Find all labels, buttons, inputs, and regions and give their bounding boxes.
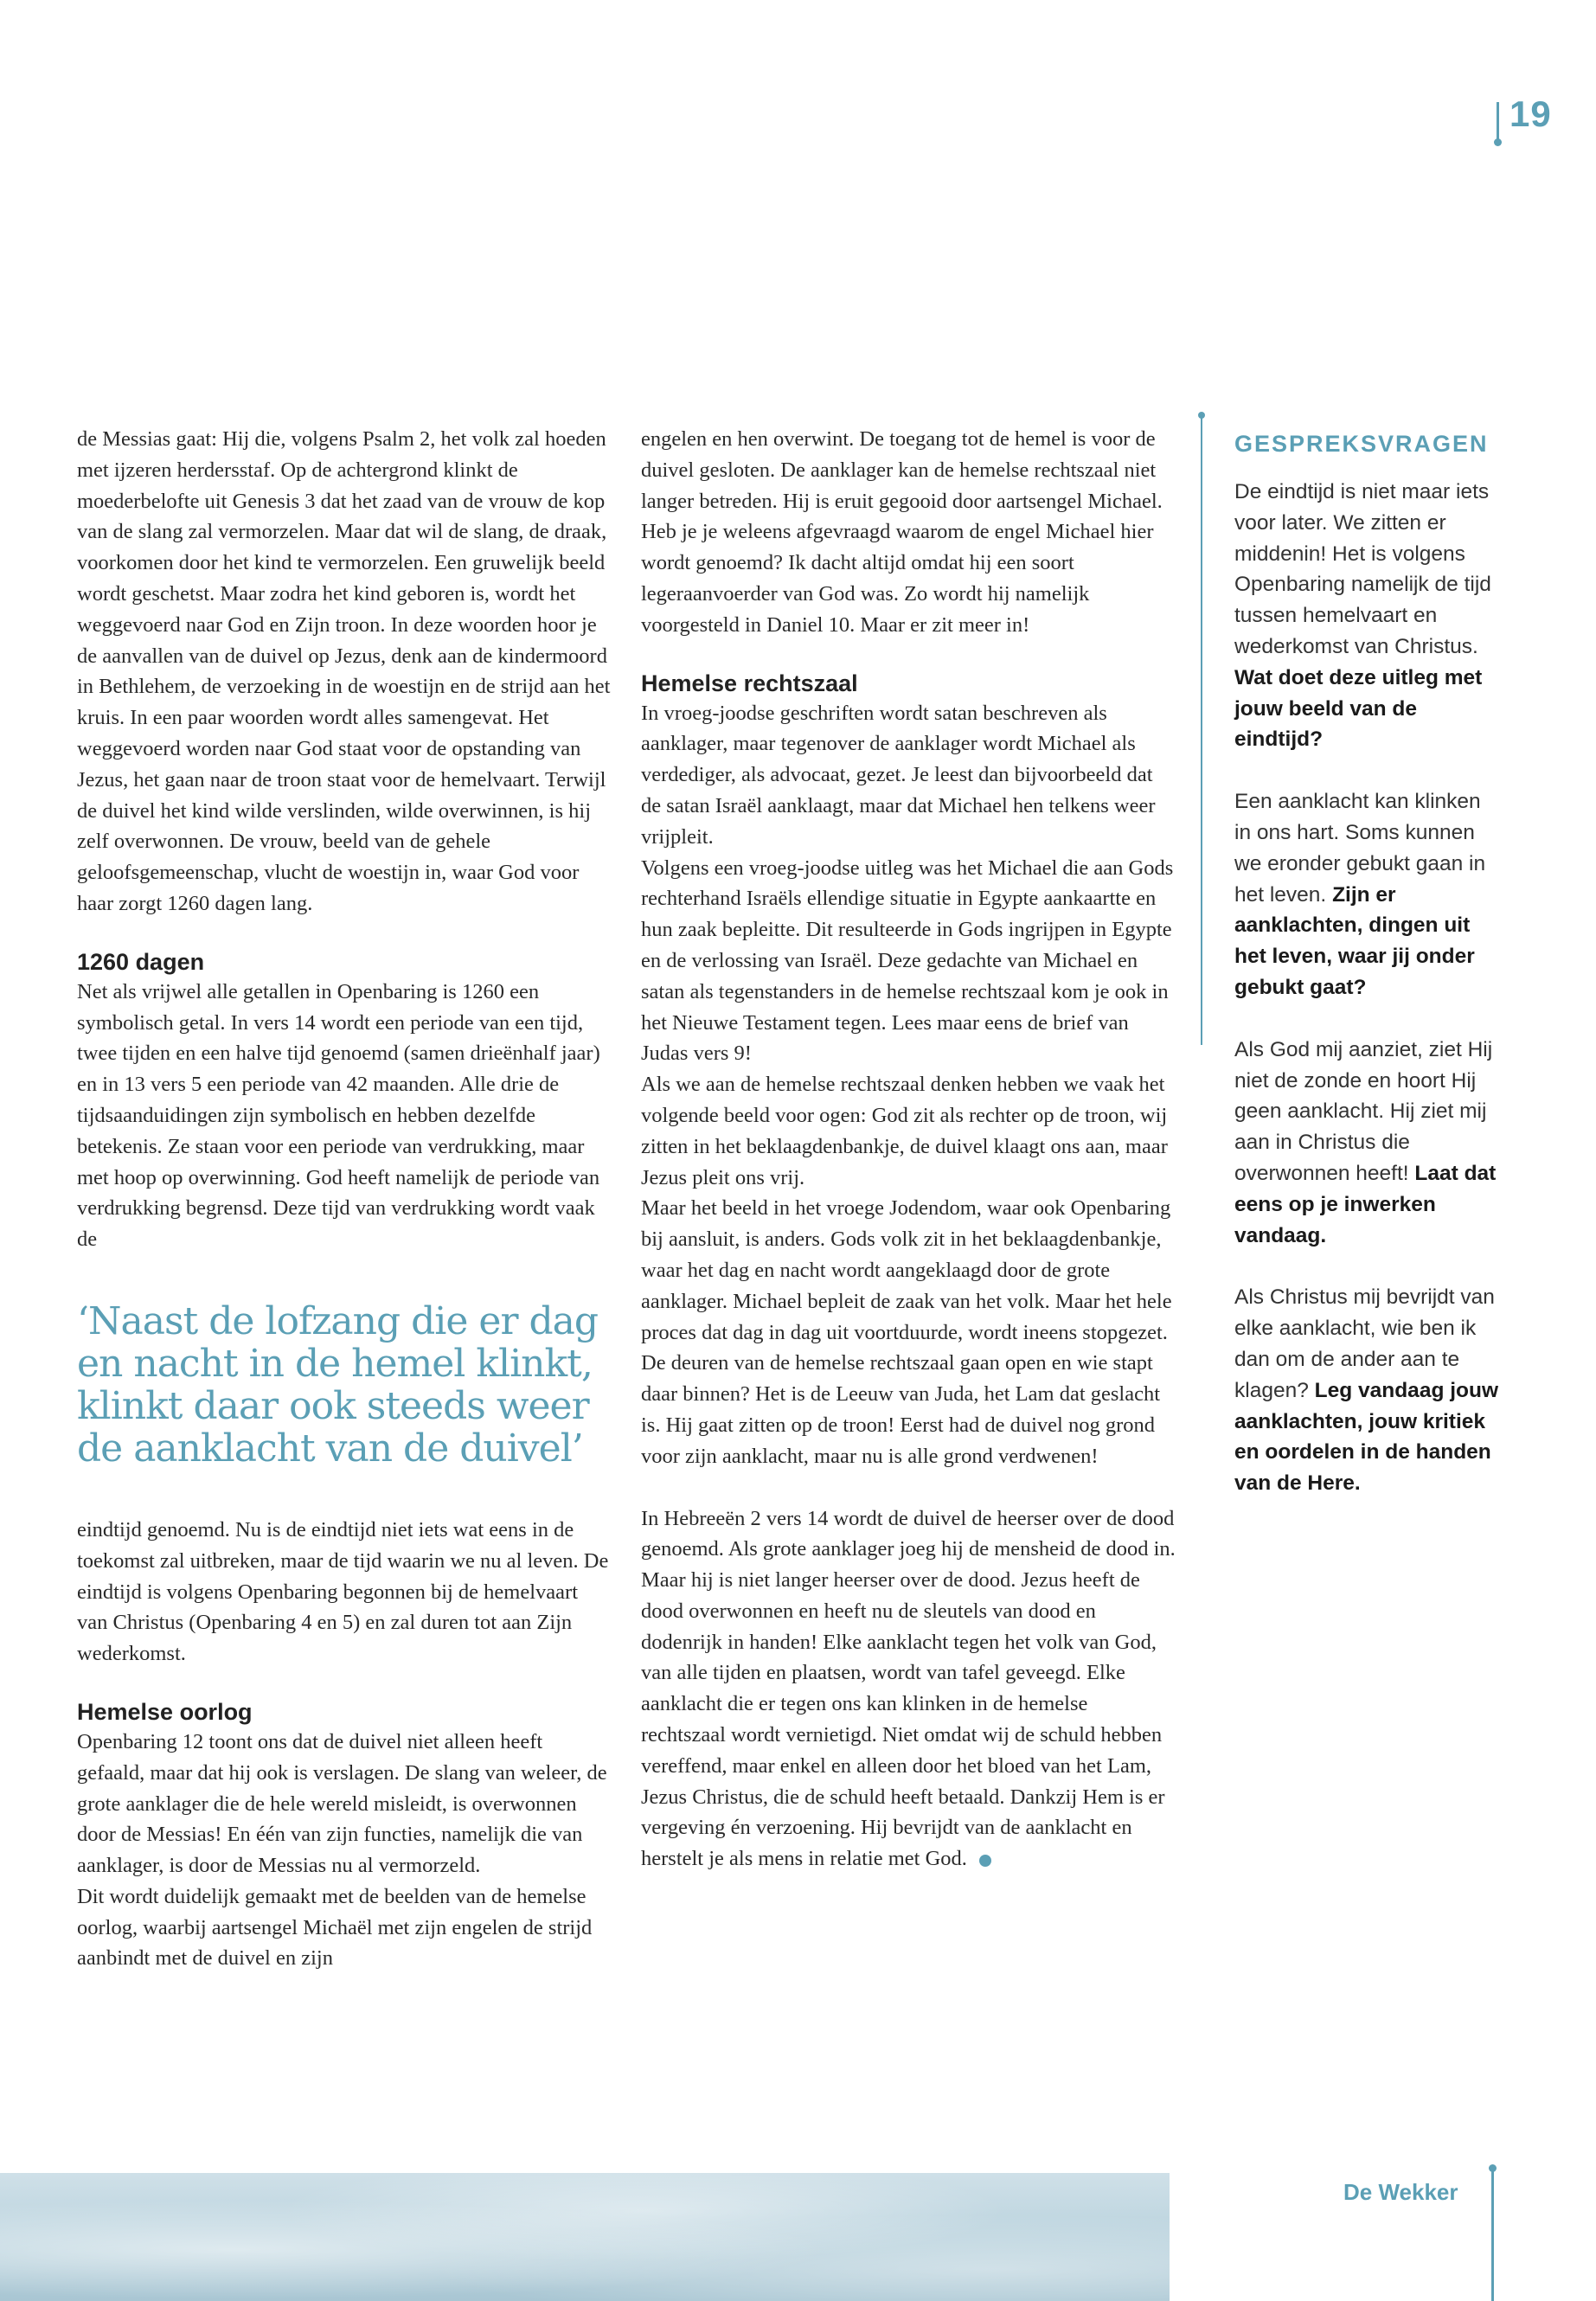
paragraph-gap xyxy=(641,1472,1177,1503)
question-text: Als God mij aanziet, ziet Hij niet de zonde en hoort Hij geen aanklacht. Hij ziet mij aan in Christus die overwonnen heeft! xyxy=(1234,1037,1493,1185)
paragraph: In vroeg-joodse geschriften wordt satan beschreven als aanklager, maar tegenover de aanklager wordt Michael als verdediger, als advocaat, gezet. Je leest dan bijvoorbeeld dat de satan Israël aanklaagt, maar dat Michael hen telkens weer vrijpleit. xyxy=(641,701,1156,849)
question-text: Als Christus mij bevrijdt van elke aanklacht, wie ben ik dan om de ander aan te klagen? xyxy=(1234,1285,1495,1402)
column-left xyxy=(77,424,613,1974)
sidebar-discussion-questions xyxy=(1234,428,1503,1530)
sidebar-title: GESPREKSVRAGEN xyxy=(1234,431,1489,457)
paragraph: Dit wordt duidelijk gemaakt met de beelden van de hemelse oorlog, waarbij aartsengel Michaël met zijn engelen de strijd aanbindt met de duivel en zijn xyxy=(77,1884,593,1971)
question-4 xyxy=(1234,1282,1503,1499)
paragraph-text: In Hebreeën 2 vers 14 wordt de duivel de heerser over de dood genoemd. Als grote aanklager joeg hij de mensheid de dood in. Maar hij is niet langer heerser over de dood. Jezus heeft de dood overwonnen en heeft nu de sleutels van dood en dodenrijk in handen! Elke aanklacht tegen het volk van God, van alle tijden en plaatsen, wordt van tafel geveegd. Elke aanklacht die er tegen ons kan klinken in de hemelse rechtszaal wordt vernietigd. Niet omdat wij de schuld hebben vereffend, maar enkel en alleen door het bloed van het Lam, Jezus Christus, die de schuld heeft betaald. Dankzij Hem is er vergeving én verzoening. Hij bevrijdt van de aanklacht en herstelt je als mens in relatie met God. xyxy=(641,1506,1176,1871)
question-2 xyxy=(1234,786,1503,1003)
section-heading-hemelse-oorlog: Hemelse oorlog xyxy=(77,1698,253,1725)
section-heading-1260-dagen: 1260 dagen xyxy=(77,948,205,975)
paragraph: Net als vrijwel alle getallen in Openbaring is 1260 een symbolisch getal. In vers 14 wordt een periode van een tijd, twee tijden en een halve tijd genoemd (samen drieënhalf jaar) en in 13 vers 5 een periode van 42 maanden. Alle drie de tijdsaanduidingen zijn symbolisch en hebben dezelfde betekenis. Ze staan voor een periode van verdrukking, maar met hoop op overwinning. God heeft namelijk de periode van verdrukking begrensd. Deze tijd van verdrukking wordt vaak de xyxy=(77,979,600,1252)
sidebar-rule xyxy=(1201,417,1202,1045)
column-middle xyxy=(641,424,1177,1875)
question-prompt: Laat dat eens op je inwerken vandaag. xyxy=(1234,1161,1497,1247)
page-number-rule xyxy=(1497,102,1499,142)
question-prompt: Wat doet deze uitleg met jouw beeld van de eindtijd? xyxy=(1234,665,1483,752)
magazine-name: De Wekker xyxy=(1343,2179,1458,2205)
paragraph: Volgens een vroeg-joodse uitleg was het Michael die aan Gods rechterhand Israëls ellendige situatie in Egypte aankaartte en hun zaak bepleitte. Dit resulteerde in Gods ingrijpen in Egypte en de verlossing van Israël. Deze gedachte van Michael en satan als tegenstanders in de hemelse rechtszaal kom je ook in het Nieuwe Testament tegen. Lees maar eens de brief van Judas vers 9! xyxy=(641,856,1174,1066)
page-number: 19 xyxy=(1509,93,1552,134)
paragraph: Als we aan de hemelse rechtszaal denken hebben we vaak het volgende beeld voor ogen: God zit als rechter op de troon, wij zitten in het beklaagdenbankje, de duivel klaagt ons aan, maar Jezus pleit ons vrij. xyxy=(641,1073,1168,1189)
paragraph: Openbaring 12 toont ons dat de duivel niet alleen heeft gefaald, maar dat hij ook is verslagen. De slang van weleer, de grote aanklager die de hele wereld misleidt, is overwonnen door de Messias! En één van zijn functies, namelijk die van aanklager, is door de Messias nu al vermorzeld. xyxy=(77,1729,607,1878)
paragraph xyxy=(641,1503,1177,1875)
footer-sky-image xyxy=(0,2173,1170,2301)
question-3 xyxy=(1234,1035,1503,1252)
question-prompt: Zijn er aanklachten, dingen uit het leven, waar jij onder gebukt gaat? xyxy=(1234,882,1475,999)
question-text: De eindtijd is niet maar iets voor later. We zitten er middenin! Het is volgens Openbaring namelijk de tijd tussen hemelvaart en wederkomst van Christus. xyxy=(1234,480,1491,658)
footer-rule xyxy=(1491,2167,1494,2301)
pull-quote: ‘Naast de lofzang die er dag en nacht in de hemel klinkt, klinkt daar ook steeds weer de aanklacht van de duivel’ xyxy=(77,1298,599,1471)
paragraph: Maar het beeld in het vroege Jodendom, waar ook Openbaring bij aansluit, is anders. Gods volk zit in het beklaagdenbankje, waar het dag en nacht wordt aangeklaagd door de grote aanklager. Michael bepleit de zaak van het volk. Maar het hele proces dat dag in dag uit voortduurde, wordt ineens stopgezet. De deuren van de hemelse rechtszaal gaan open en wie stapt daar binnen? Het is de Leeuw van Juda, het Lam dat geslacht is. Hij gaat zitten op de troon! Eerst had de duivel nog grond voor zijn aanklacht, maar nu is alle grond verdwenen! xyxy=(641,1196,1172,1468)
section-heading-hemelse-rechtszaal: Hemelse rechtszaal xyxy=(641,670,858,696)
question-text: Een aanklacht kan klinken in ons hart. Soms kunnen we eronder gebukt gaan in het leven. xyxy=(1234,790,1486,907)
paragraph: Heb je je weleens afgevraagd waarom de engel Michael hier wordt genoemd? Ik dacht altijd omdat hij een soort legeraanvoerder van God was. Zo wordt hij namelijk voorgesteld in Daniel 10. Maar er zit meer in! xyxy=(641,520,1154,637)
question-1 xyxy=(1234,477,1503,755)
paragraph: eindtijd genoemd. Nu is de eindtijd niet iets wat eens in de toekomst zal uitbreken, maar de tijd waarin we nu al leven. De eindtijd is volgens Openbaring begonnen bij de hemelvaart van Christus (Openbaring 4 en 5) en zal duren tot aan Zijn wederkomst. xyxy=(77,1517,609,1666)
end-of-article-dot xyxy=(979,1855,991,1867)
paragraph: de Messias gaat: Hij die, volgens Psalm 2, het volk zal hoeden met ijzeren herdersstaf. Op de achtergrond klinkt de moederbelofte uit Genesis 3 dat het zaad van de vrouw de kop van de slang zal vermorzelen. Maar dat wil de slang, de draak, voorkomen door het kind te vermorzelen. Een gruwelijk beeld wordt geschetst. Maar zodra het kind geboren is, wordt het weggevoerd naar God en Zijn troon. In deze woorden hoor je de aanvallen van de duivel op Jezus, denk aan de kindermoord in Bethlehem, de verzoeking in de woestijn en de strijd aan het kruis. In een paar woorden wordt alles samengevat. Het weggevoerd worden naar God staat voor de opstanding van Jezus, het gaan naar de troon staat voor de hemelvaart. Terwijl de duivel het kind wilde verslinden, wilde overwinnen, is hij zelf overwonnen. De vrouw, beeld van de gehele geloofsgemeenschap, vlucht de woestijn in, waar God voor haar zorgt 1260 dagen lang. xyxy=(77,427,611,915)
question-prompt: Leg vandaag jouw aanklachten, jouw kritiek en oordelen in de handen van de Here. xyxy=(1234,1378,1499,1496)
paragraph: engelen en hen overwint. De toegang tot de hemel is voor de duivel gesloten. De aanklager kan de hemelse rechtszaal niet langer betreden. Hij is eruit gegooid door aartsengel Michael. xyxy=(641,427,1163,513)
page-number-dot xyxy=(1494,138,1502,146)
